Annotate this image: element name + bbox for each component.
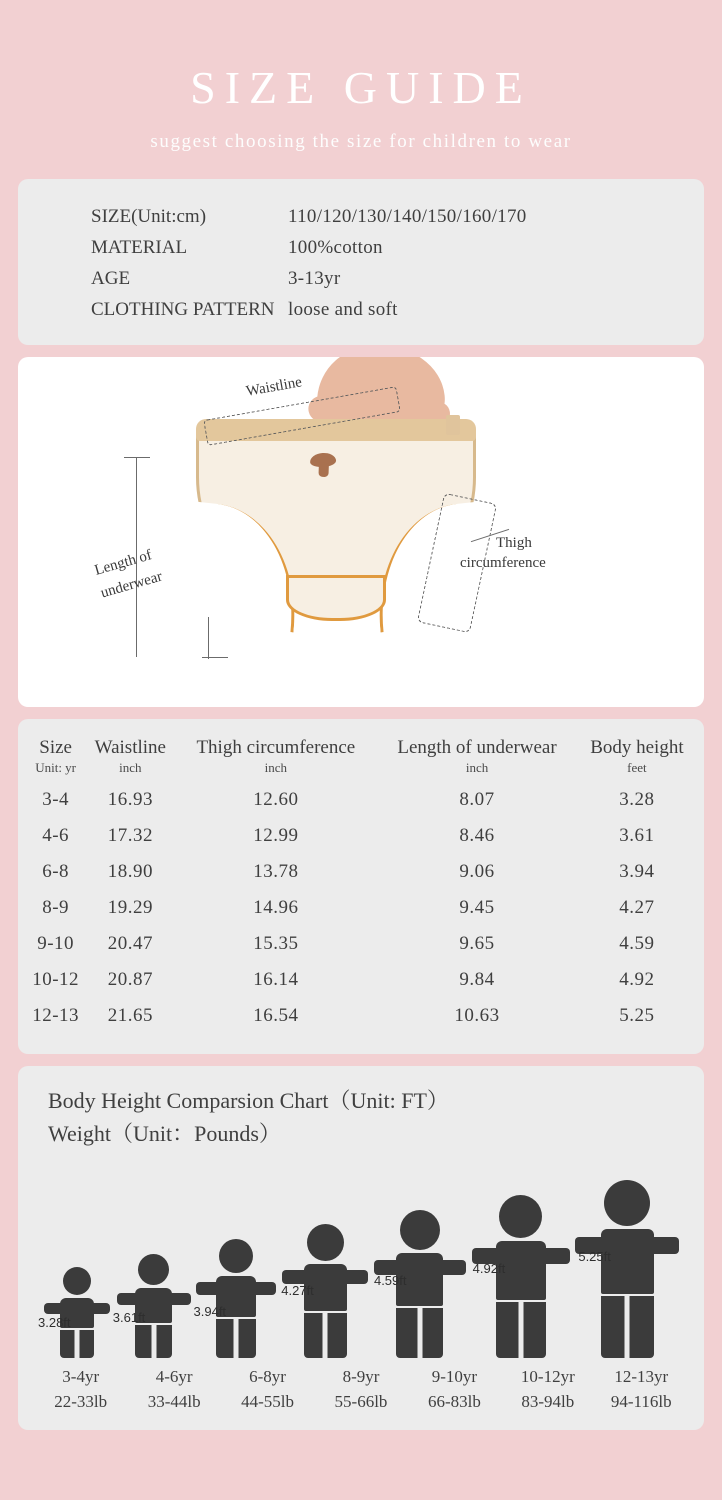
table-row xyxy=(26,962,696,998)
spec-label-size: SIZE(Unit:cm) xyxy=(91,205,207,227)
weight-label-row xyxy=(34,1389,688,1414)
figure-arms xyxy=(44,1303,110,1314)
figure-arms xyxy=(196,1282,276,1295)
cell-waistline: 21.65 xyxy=(107,1004,153,1026)
age-label-row xyxy=(34,1358,688,1389)
spec-row xyxy=(18,263,704,294)
height-chart-panel xyxy=(18,1066,704,1430)
cell-thigh: 15.35 xyxy=(253,932,299,954)
figure-legs xyxy=(304,1313,347,1358)
figure-legs xyxy=(60,1330,94,1358)
figure-head xyxy=(604,1180,650,1226)
age-label: 6-8yr xyxy=(249,1366,286,1386)
figure-legs xyxy=(496,1302,546,1358)
cell-thigh: 16.54 xyxy=(253,1004,299,1026)
page-title: SIZE GUIDE xyxy=(190,62,532,113)
spec-label-pattern: CLOTHING PATTERN xyxy=(91,298,275,320)
thigh-label-line2: circumference xyxy=(460,554,546,571)
cell-length: 9.84 xyxy=(459,968,495,990)
figure-9-10yr xyxy=(371,1210,469,1358)
table-row xyxy=(26,782,696,818)
cell-size: 12-13 xyxy=(32,1004,80,1026)
figure-head xyxy=(138,1254,169,1285)
cell-height: 5.25 xyxy=(619,1004,655,1026)
figure-10-12yr xyxy=(469,1195,573,1358)
header xyxy=(18,0,704,153)
table-header-row xyxy=(26,735,696,782)
age-label: 10-12yr xyxy=(520,1366,575,1386)
cell-thigh: 12.99 xyxy=(253,824,299,846)
weight-label: 55-66lb xyxy=(334,1391,388,1411)
figure-head xyxy=(219,1239,253,1273)
age-label: 4-6yr xyxy=(155,1366,193,1386)
cell-waistline: 19.29 xyxy=(107,896,153,918)
label-tag xyxy=(446,415,460,435)
cell-height: 3.94 xyxy=(619,860,655,882)
weight-label: 33-44lb xyxy=(147,1391,201,1411)
height-value-label: 4.59ft xyxy=(373,1272,407,1288)
table-row xyxy=(26,818,696,854)
cell-waistline: 18.90 xyxy=(107,860,153,882)
spec-row xyxy=(18,201,704,232)
waistline-label: Waistline xyxy=(244,374,304,400)
figure-head xyxy=(307,1224,344,1261)
cell-length: 8.07 xyxy=(459,788,495,810)
underwear-crotch xyxy=(286,575,386,621)
weight-label: 44-55lb xyxy=(241,1391,294,1411)
weight-label: 83-94lb xyxy=(521,1391,575,1411)
cell-size: 3-4 xyxy=(42,788,70,810)
spec-row xyxy=(18,232,704,263)
cell-size: 4-6 xyxy=(42,824,70,846)
spec-panel xyxy=(18,179,704,345)
figure-row xyxy=(34,1162,688,1358)
figure-head xyxy=(400,1210,440,1250)
height-value-label: 3.94ft xyxy=(193,1303,227,1319)
age-label: 12-13yr xyxy=(614,1366,669,1386)
spec-label-material: MATERIAL xyxy=(91,236,188,258)
cell-height: 3.28 xyxy=(619,788,655,810)
figure-head xyxy=(63,1267,91,1295)
cell-waistline: 17.32 xyxy=(107,824,153,846)
figure-8-9yr xyxy=(279,1224,371,1358)
height-value-label: 3.61ft xyxy=(112,1309,146,1325)
table-row xyxy=(26,998,696,1034)
cell-height: 3.61 xyxy=(619,824,655,846)
table-row xyxy=(26,854,696,890)
cell-length: 9.65 xyxy=(459,932,495,954)
age-label: 3-4yr xyxy=(62,1366,100,1386)
table-row xyxy=(26,890,696,926)
spec-value-size: 110/120/130/140/150/160/170 xyxy=(288,205,527,227)
chart-subtitle: Weight（Unit：Pounds） xyxy=(48,1120,281,1146)
figure-6-8yr xyxy=(194,1239,280,1358)
weight-label: 94-116lb xyxy=(610,1391,672,1411)
age-label: 8-9yr xyxy=(342,1366,380,1386)
size-table-panel xyxy=(18,719,704,1054)
height-value-label: 4.92ft xyxy=(472,1260,506,1276)
cell-length: 8.46 xyxy=(459,824,495,846)
cell-height: 4.92 xyxy=(619,968,655,990)
cell-thigh: 16.14 xyxy=(253,968,299,990)
cell-length: 9.06 xyxy=(459,860,495,882)
height-value-label: 4.27ft xyxy=(281,1282,314,1298)
length-label-line1: Length of xyxy=(92,547,154,579)
spec-value-material: 100%cotton xyxy=(288,236,383,258)
figure-head xyxy=(499,1195,542,1238)
figure-3-4yr xyxy=(40,1267,114,1358)
cell-size: 10-12 xyxy=(32,968,80,990)
cell-height: 4.59 xyxy=(619,932,655,954)
th-size: Size Unit: yr xyxy=(35,736,77,775)
chart-title: Body Height Comparsion Chart（Unit: FT） xyxy=(48,1087,449,1113)
spec-row xyxy=(18,294,704,325)
age-label: 9-10yr xyxy=(431,1366,478,1386)
page-subtitle: suggest choosing the size for children to wear xyxy=(150,130,572,152)
cell-waistline: 20.87 xyxy=(107,968,153,990)
th-waistline: Waistline inch xyxy=(94,736,166,775)
cell-thigh: 14.96 xyxy=(253,896,299,918)
thigh-label-line1: Thigh xyxy=(496,534,532,551)
cell-thigh: 13.78 xyxy=(253,860,299,882)
figure-legs xyxy=(601,1296,654,1358)
figure-legs xyxy=(135,1325,172,1358)
cell-size: 8-9 xyxy=(42,896,70,918)
spec-label-age: AGE xyxy=(91,267,131,289)
length-measure-cap-bottom xyxy=(202,657,228,658)
spec-value-age: 3-13yr xyxy=(288,267,341,289)
th-height: Body height feet xyxy=(590,736,684,775)
product-photo xyxy=(18,357,704,707)
weight-label: 66-83lb xyxy=(427,1391,481,1411)
cell-waistline: 20.47 xyxy=(107,932,153,954)
figure-12-13yr xyxy=(572,1180,682,1358)
cell-thigh: 12.60 xyxy=(253,788,299,810)
cell-size: 6-8 xyxy=(42,860,70,882)
size-table xyxy=(26,735,696,1034)
figure-legs xyxy=(216,1319,256,1358)
spec-value-pattern: loose and soft xyxy=(288,298,398,320)
figure-4-6yr xyxy=(114,1254,194,1358)
length-measure-arrow xyxy=(208,617,209,659)
figure-arms xyxy=(117,1293,191,1305)
length-label-line2: underwear xyxy=(98,568,165,602)
weight-label: 22-33lb xyxy=(54,1391,108,1411)
height-value-label: 5.25ft xyxy=(578,1248,611,1264)
figure-legs xyxy=(396,1308,443,1358)
cell-length: 10.63 xyxy=(454,1004,500,1026)
table-row xyxy=(26,926,696,962)
cell-length: 9.45 xyxy=(459,896,495,918)
cell-waistline: 16.93 xyxy=(107,788,153,810)
height-value-label: 3.28ft xyxy=(38,1314,71,1330)
th-thigh: Thigh circumference inch xyxy=(196,736,356,775)
cell-size: 9-10 xyxy=(37,932,75,954)
figure-arms xyxy=(282,1270,368,1284)
th-length: Length of underwear inch xyxy=(397,736,557,775)
product-illustration xyxy=(18,357,704,707)
cell-height: 4.27 xyxy=(619,896,655,918)
length-measure-cap-top xyxy=(124,457,150,458)
